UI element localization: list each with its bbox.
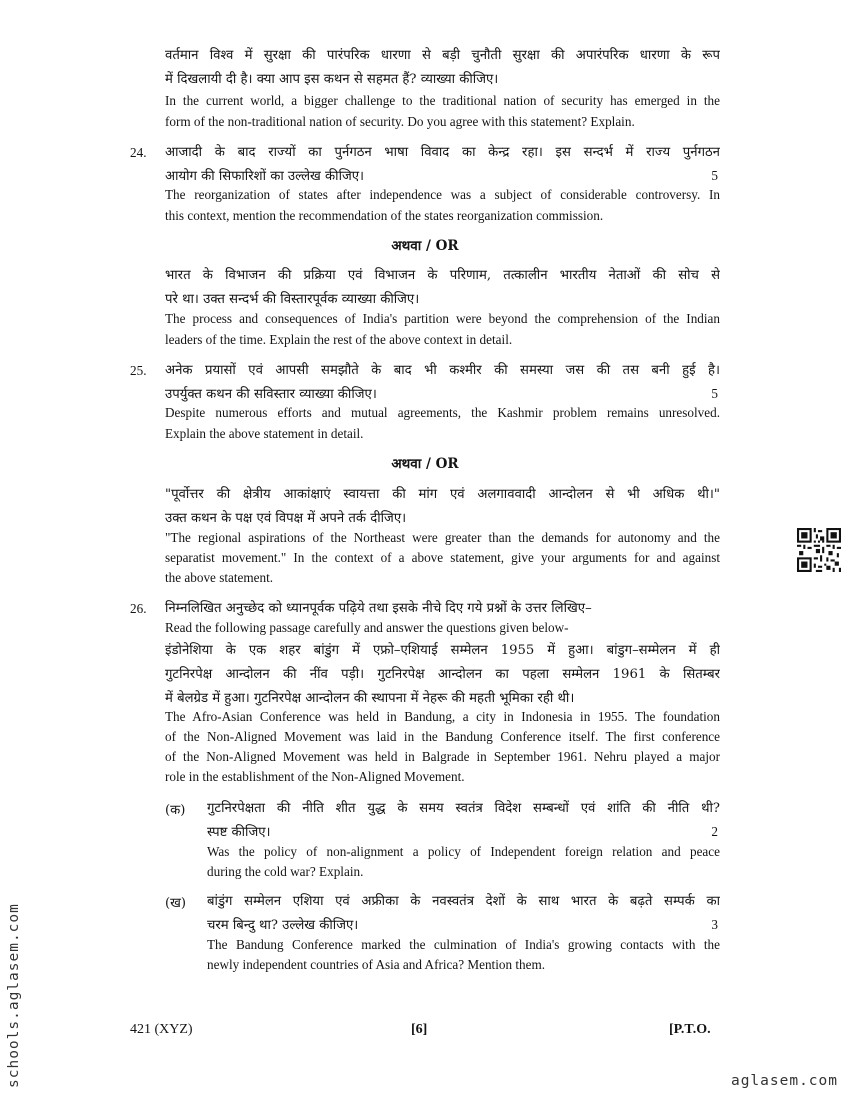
q25-or-en-line-3: the above statement. [165,570,274,585]
q25-en-line-2: Explain the above statement in detail. [165,426,364,441]
q25-or-hi-line-2: उक्त कथन के पक्ष एवं विपक्ष में अपने तर्क दीजिए। [165,511,407,526]
q24-hi-line-2: आयोग की सिफारिशों का उल्लेख कीजिए। [165,169,365,184]
q26-instruction-en: Read the following passage carefully and answer the questions given below- [165,620,569,635]
q23-en-line-1: In the current world, a bigger challenge to the traditional nation of security has emerged in the [165,93,720,108]
q25-or-label: अथवा / OR [391,456,459,472]
q26-sub-a-en-line-2: during the cold war? Explain. [207,864,364,879]
q24-hi-line-1: आजादी के बाद राज्यों का पुर्नगठन भाषा विवाद का केन्द्र रहा। इस सन्दर्भ में राज्य पुर्नगठन [165,145,720,160]
q26-passage-hi-line-3: में बेलग्रेड में हुआ। गुटनिरपेक्ष आन्दोलन की स्थापना में नेहरू की महती भूमिका रही थी। [165,691,575,706]
q25-or-en-line-2: separatist movement." In the context of a above statement, give your arguments for and against [165,550,720,565]
q24-or-en-line-2: leaders of the time. Explain the rest of the above context in detail. [165,332,513,347]
q24-marks: 5 [711,168,718,183]
q26-passage-en-line-2: of the Non-Aligned Movement was laid in the Bandung Conference itself. The first conference [165,729,720,744]
q26-sub-a-hi-line-1: गुटनिरपेक्षता की नीति शीत युद्ध के समय स्वतंत्र विदेश सम्बन्धों एवं शांति की नीति थी? [207,801,720,816]
q24-en-line-2: this context, mention the recommendation of the states reorganization commission. [165,208,604,223]
q25-or-en-line-1: "The regional aspirations of the Northeast were greater than the demands for autonomy and the [165,530,720,545]
q26-passage-hi-line-2: गुटनिरपेक्ष आन्दोलन की नींव पड़ी। गुटनिरपेक्ष आन्दोलन का पहला सम्मेलन 1961 के सितम्बर [165,667,720,682]
q24-en-line-1: The reorganization of states after independence was a subject of considerable controversy. In [165,187,720,202]
q26-passage-hi-line-1: इंडोनेशिया के एक शहर बांडुंग में एफ्रो–एशियाई सम्मेलन 1955 में हुआ। बांडुग–सम्मेलन में ही [165,643,720,658]
q26-number: 26. [130,601,147,616]
q26-sub-a-marks: 2 [711,824,718,839]
q26-sub-b-marks: 3 [711,917,718,932]
q26-sub-b-hi-line-2: चरम बिन्दु था? उल्लेख कीजिए। [207,918,359,933]
q26-sub-a-label: (क) [165,803,186,818]
q25-hi-line-1: अनेक प्रयासों एवं आपसी समझौते के बाद भी कश्मीर की समस्या जस की तस बनी हुई है। [165,363,720,378]
q26-sub-b-en-line-2: newly independent countries of Asia and Africa? Mention them. [207,957,546,972]
q24-or-hi-line-1: भारत के विभाजन की प्रक्रिया एवं विभाजन के परिणाम, तत्कालीन भारतीय नेताओं की सोच से [165,268,720,283]
q26-sub-a-hi-line-2: स्पष्ट कीजिए। [207,825,271,840]
q25-hi-line-2: उपर्युक्त कथन की सविस्तार व्याख्या कीजिए। [165,387,377,402]
side-watermark: schools.aglasem.com [6,903,22,1088]
q24-number: 24. [130,145,147,160]
please-turn-over: [P.T.O. [669,1022,711,1037]
q23-hi-line-1: वर्तमान विश्व में सुरक्षा की पारंपरिक धारणा से बड़ी चुनौती सुरक्षा की अपारंपरिक धारणा के रूप [165,48,720,63]
corner-watermark: aglasem.com [730,1073,838,1089]
q26-passage-en-line-4: role in the establishment of the Non-Aligned Movement. [165,769,465,784]
qr-code [797,528,841,572]
q25-en-line-1: Despite numerous efforts and mutual agreements, the Kashmir problem remains unresolved. [165,405,720,420]
q26-passage-en-line-1: The Afro-Asian Conference was held in Bandung, a city in Indonesia in 1955. The foundation [165,709,720,724]
q25-marks: 5 [711,386,718,401]
q23-hi-line-2: में दिखलायी दी है। क्या आप इस कथन से सहमत हैं? व्याख्या कीजिए। [165,72,499,87]
q26-instruction-hi: निम्नलिखित अनुच्छेद को ध्यानपूर्वक पढ़िये तथा इसके नीचे दिए गये प्रश्नों के उत्तर लिखिए– [165,601,592,616]
q26-sub-b-en-line-1: The Bandung Conference marked the culmination of India's growing contacts with the [207,937,720,952]
q25-or-hi-line-1: "पूर्वोत्तर की क्षेत्रीय आकांक्षाएं स्वायत्ता की मांग एवं अलगाववादी आन्दोलन से भी अधिक थी।" [165,487,720,502]
q26-sub-b-label: (ख) [165,896,187,911]
q23-en-line-2: form of the non-traditional nation of security. Do you agree with this statement? Explain. [165,114,635,129]
q24-or-en-line-1: The process and consequences of India's partition were beyond the comprehension of the Indian [165,311,720,326]
q24-or-hi-line-2: परे था। उक्त सन्दर्भ की विस्तारपूर्वक व्याख्या कीजिए। [165,292,420,307]
page-number: [6] [411,1022,428,1037]
q26-sub-a-en-line-1: Was the policy of non-alignment a policy of Independent foreign relation and peace [207,844,720,859]
q24-or-label: अथवा / OR [391,238,459,254]
q26-sub-b-hi-line-1: बांडुंग सम्मेलन एशिया एवं अफ्रीका के नवस्वतंत्र देशों के साथ भारत के बढ़ते सम्पर्क का [207,894,720,909]
q25-number: 25. [130,363,147,378]
q26-passage-en-line-3: of the Non-Aligned Movement was held in Balgrade in September 1961. Nehru played a major [165,749,720,764]
paper-code: 421 (XYZ) [130,1022,193,1037]
